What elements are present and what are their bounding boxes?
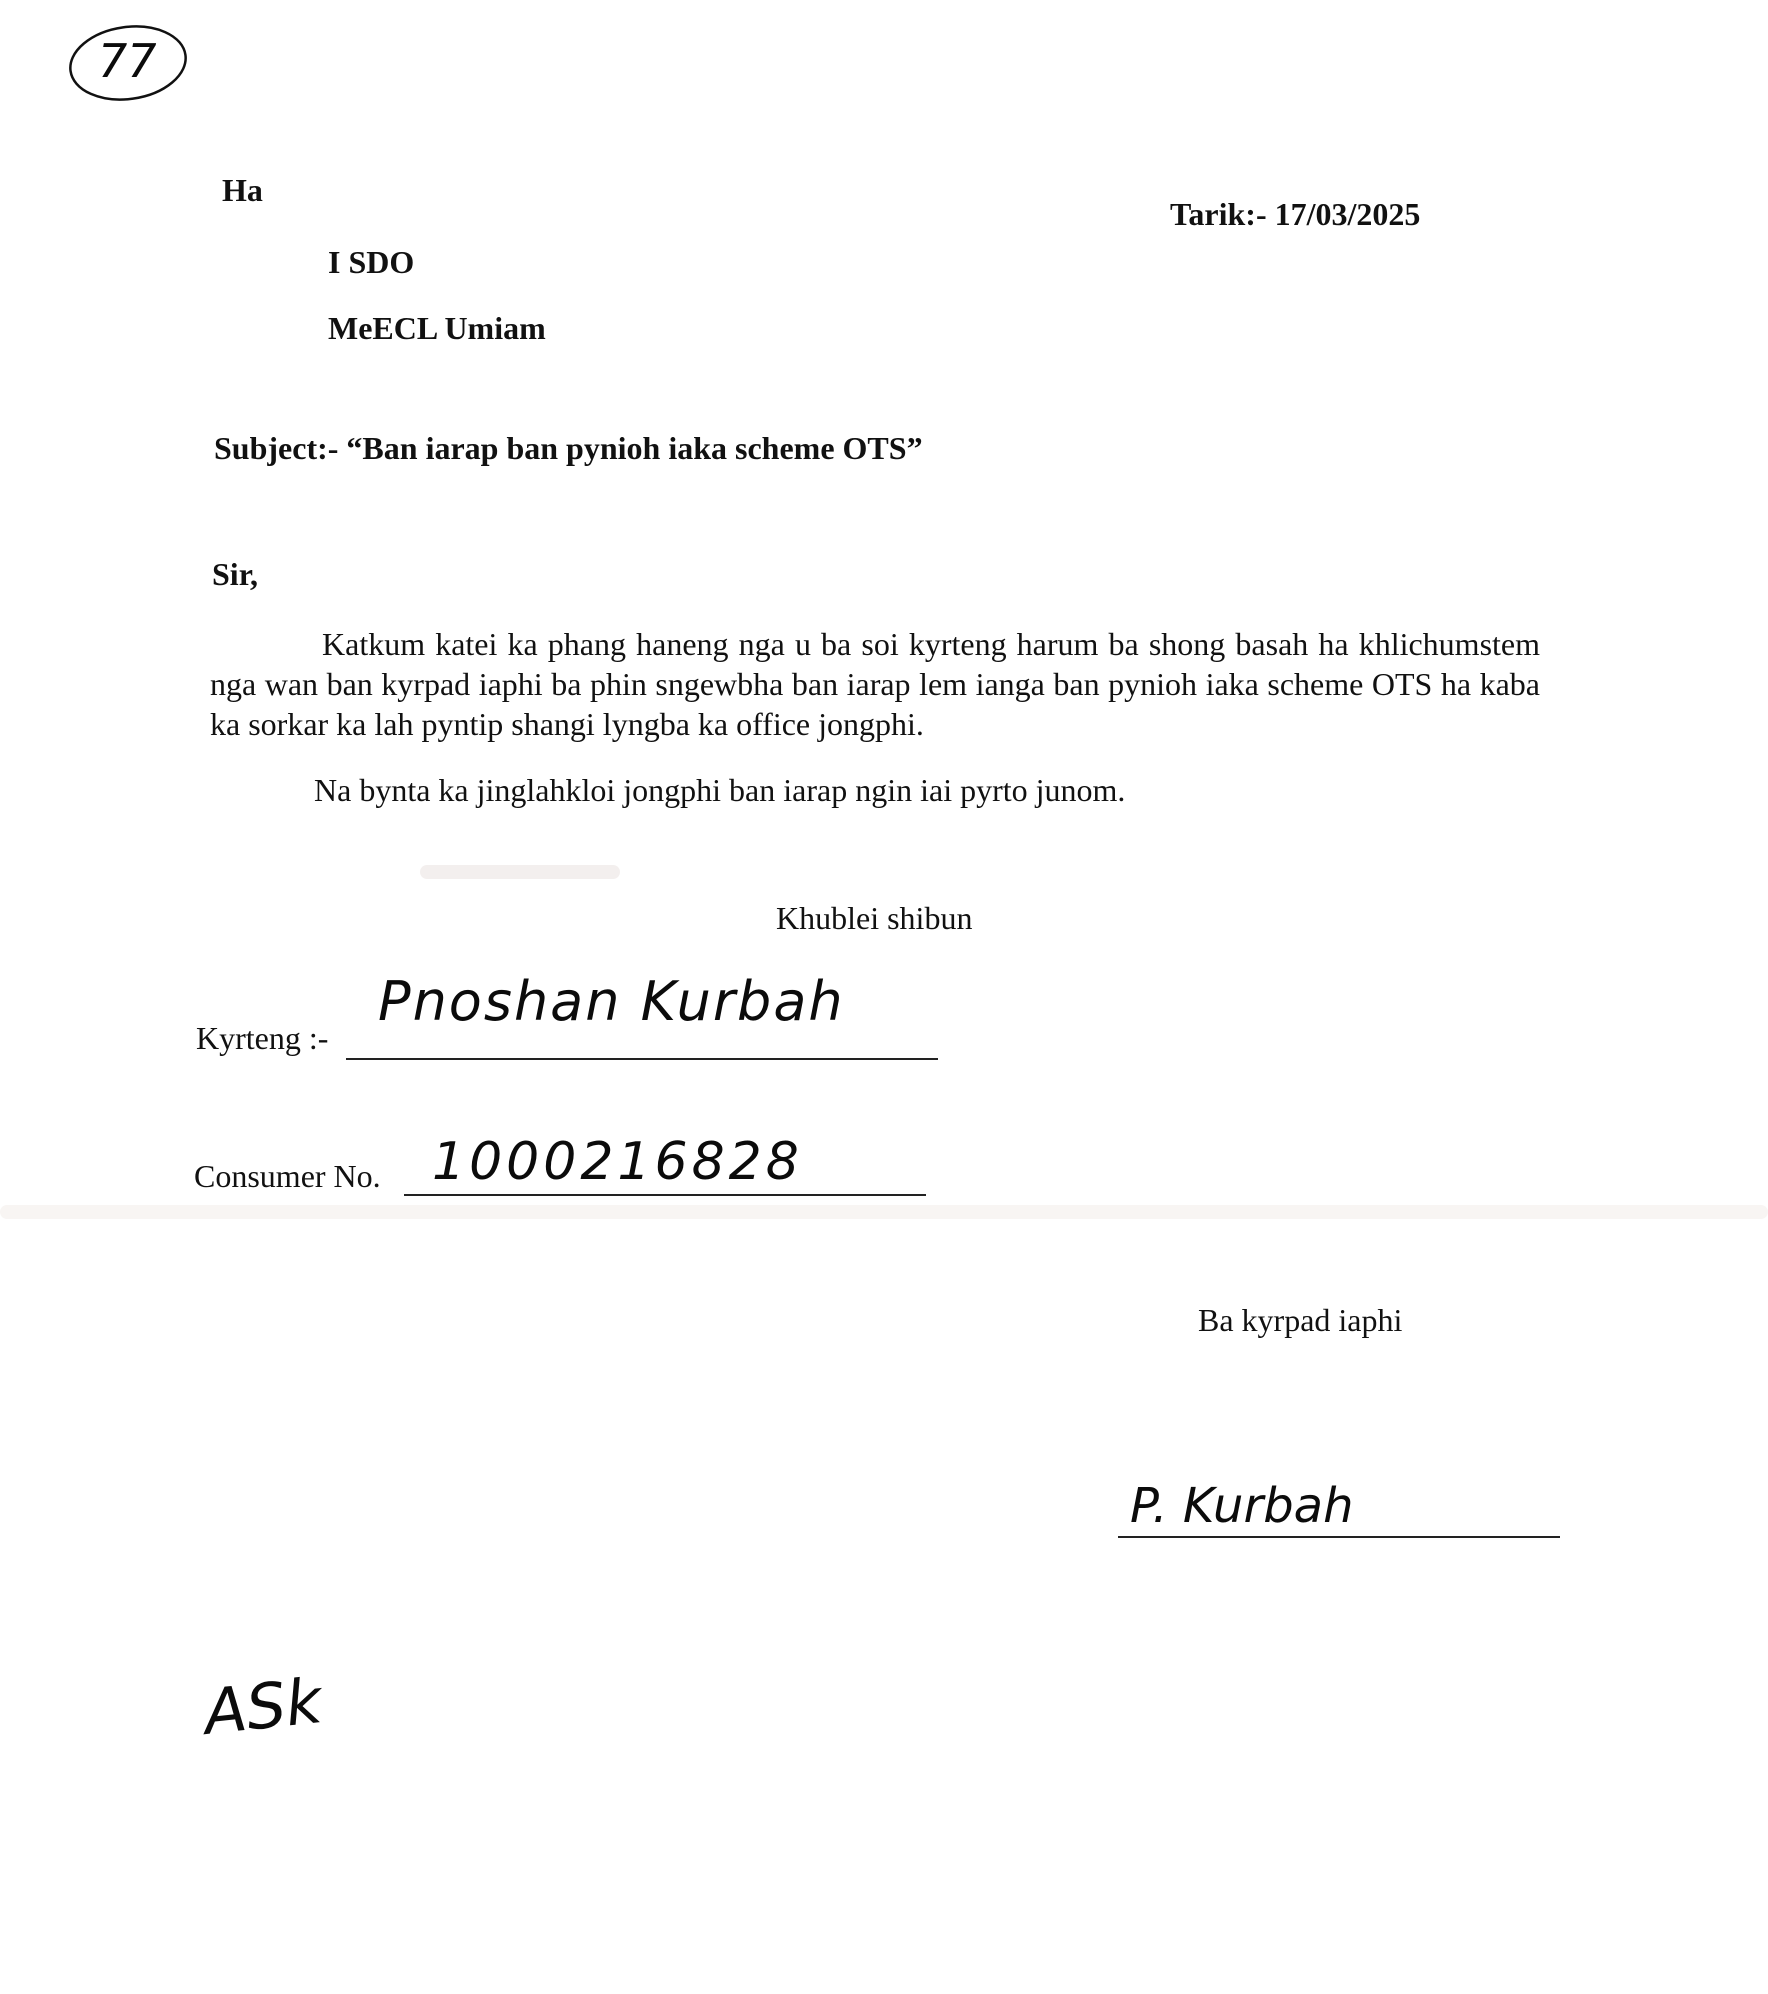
scan-smudge <box>420 865 620 879</box>
body-paragraph-1 <box>210 624 1540 744</box>
closing: Khublei shibun <box>776 900 973 936</box>
page-number: 77 <box>98 34 157 88</box>
name-field-label: Kyrteng :- <box>196 1020 329 1056</box>
consumer-field-underline <box>404 1194 926 1196</box>
sign-off: Ba kyrpad iaphi <box>1198 1302 1403 1338</box>
signature: P. Kurbah <box>1130 1478 1354 1534</box>
recipient-office: MeECL Umiam <box>328 310 546 346</box>
date-line: Tarik:- 17/03/2025 <box>1170 196 1421 232</box>
signature-line <box>1118 1536 1560 1538</box>
subject-line: Subject:- “Ban iarap ban pynioh iaka scheme OTS” <box>214 430 923 466</box>
salutation-to: Ha <box>222 172 263 208</box>
consumer-field-value: 1000216828 <box>432 1132 803 1192</box>
body-paragraph-1-text: Katkum katei ka phang haneng nga u ba soi kyrteng harum ba shong basah ha khlichumstem nga wan ban kyrpad iaphi ba phin sngewbha ban iarap lem ianga ban pynioh iaka scheme OTS ha kaba ka sorkar ka lah pyntip shangi lyngba ka office jongphi. <box>210 626 1540 742</box>
page-number-mark <box>64 18 194 104</box>
name-field-underline <box>346 1058 938 1060</box>
scan-smudge <box>0 1205 1768 1219</box>
greeting: Sir, <box>212 556 258 592</box>
initials: ASk <box>200 1664 326 1749</box>
consumer-field-label: Consumer No. <box>194 1158 381 1194</box>
body-paragraph-2: Na bynta ka jinglahkloi jongphi ban iarap ngin iai pyrto junom. <box>314 772 1126 808</box>
recipient-title: I SDO <box>328 244 415 280</box>
name-field-value: Pnoshan Kurbah <box>378 970 845 1033</box>
